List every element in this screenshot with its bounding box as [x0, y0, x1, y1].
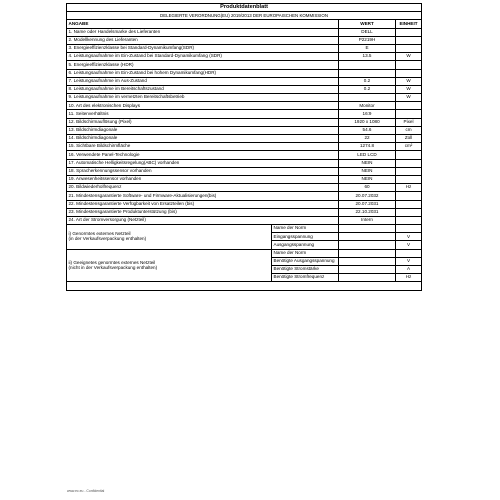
row-unit	[396, 216, 422, 224]
row-unit	[396, 28, 422, 36]
row-unit: W	[396, 77, 422, 85]
row-value: Monitor	[339, 102, 396, 110]
psu-block-line2: (in der Verkaufsverpackung enthalten)	[68, 235, 147, 241]
blank-area	[67, 282, 422, 290]
psu-subrow-value	[339, 274, 396, 282]
row-value: 54.6	[339, 126, 396, 134]
row-unit: Zoll	[396, 135, 422, 143]
row-label: 12. Bildschirmauflösung (Pixel)	[67, 118, 339, 126]
table-row	[67, 44, 422, 52]
psu-subrow-unit: V	[396, 241, 422, 249]
row-value: 22.10.2031	[339, 208, 396, 216]
table-row	[67, 61, 422, 69]
row-label: 3. Energieeffizienzklasse bei Standard-Dynamikumfang(SDR)	[67, 44, 339, 52]
row-value: 1920 x 1080	[339, 118, 396, 126]
row-value: 16:9	[339, 110, 396, 118]
psu-subrow-label: Benötigte Stromfrequenz	[272, 274, 339, 282]
table-row	[67, 143, 422, 151]
psu-block-line2: (nicht in der Verkaufsverpackung enthalten)	[68, 264, 158, 270]
table-row	[67, 151, 422, 159]
row-label: 4. Leistungsaufnahme im Ein-Zustand bei Standard-Dynamikumfang (SDR)	[67, 53, 339, 61]
row-label: 20. Bildwiederholfrequenz	[67, 184, 339, 192]
psu-subrow-label: Benötigte Stromstärke	[272, 266, 339, 274]
row-value: 60	[339, 184, 396, 192]
table-row	[67, 36, 422, 44]
psu-subrow-label: Name der Norm	[272, 225, 339, 233]
row-unit	[396, 192, 422, 200]
psu-subrow-value	[339, 249, 396, 257]
row-value: NEIN	[339, 175, 396, 183]
row-label: 21. Mindestensgarantierte Software- und Firmware-Aktualisierungen(bis)	[67, 192, 339, 200]
row-value: DELL	[339, 28, 396, 36]
table-row	[67, 208, 422, 216]
row-label: 16. Verwendete Panel-Technologie	[67, 151, 339, 159]
row-value: 22	[339, 135, 396, 143]
row-unit	[396, 61, 422, 69]
header-label: ANGABE	[67, 20, 339, 28]
psu-subrow-unit	[396, 225, 422, 233]
psu-subrow-value	[339, 233, 396, 241]
product-data-sheet	[66, 3, 423, 489]
header-value: WERT	[339, 20, 396, 28]
psu-block-line1: ii) Geeignetes genormtes externes Netzteil	[68, 259, 156, 265]
row-label: 14. Bildschirmdiagonale	[67, 135, 339, 143]
row-unit	[396, 208, 422, 216]
psu-subrow-value	[339, 225, 396, 233]
row-unit	[396, 175, 422, 183]
row-value: 0.2	[339, 85, 396, 93]
row-label: 1. Name oder Handelsmarke des Lieferanten	[67, 28, 339, 36]
footer-note: www.ec.eu - Confidential	[67, 489, 105, 493]
row-value: 20.07.2031	[339, 200, 396, 208]
psu-subrow-label: Name der Norm	[272, 249, 339, 257]
row-value: 0.2	[339, 77, 396, 85]
row-label: 13. Bildschirmdiagonale	[67, 126, 339, 134]
row-unit: W	[396, 85, 422, 93]
row-unit: W	[396, 94, 422, 102]
table-row	[67, 69, 422, 77]
row-label: 9. Leistungsaufnahme im vernetzten Bereitschaftsbetrieb	[67, 94, 339, 102]
row-value	[339, 61, 396, 69]
table-row	[67, 85, 422, 93]
table-row	[67, 118, 422, 126]
psu-block-label	[67, 225, 272, 250]
table-row	[67, 110, 422, 118]
row-label: 22. Mindestensgarantierte Verfügbarkeit von Ersatzteilen (bis)	[67, 200, 339, 208]
psu-subrow-unit	[396, 249, 422, 257]
row-unit	[396, 167, 422, 175]
row-label: 24. Art der Stromversorgung (Netzteil)	[67, 216, 339, 224]
row-label: 15. Sichtbare Bildschirmfläche	[67, 143, 339, 151]
row-label: 2. Modellkennung des Lieferanten	[67, 36, 339, 44]
table-row	[67, 184, 422, 192]
table-row	[67, 192, 422, 200]
row-label: 8. Leistungsaufnahme im Bereitschaftszustand	[67, 85, 339, 93]
row-value	[339, 94, 396, 102]
psu-block-line1: i) Genormtes externes Netzteil	[68, 231, 131, 237]
table-row	[67, 175, 422, 183]
psu-subrow-label: Ausgangsspannung	[272, 241, 339, 249]
table-row	[67, 94, 422, 102]
psu-subrow-value	[339, 241, 396, 249]
row-label: 19. Anwesenheitssensor vorhanden	[67, 175, 339, 183]
table-row	[67, 102, 422, 110]
table-row	[67, 167, 422, 175]
row-value	[339, 69, 396, 77]
regulation-subtitle: DELEGIERTE VERORDNUNG(EU) 2019/2013 DER EUROPAISCHEN KOMMISSION	[67, 12, 422, 20]
row-unit	[396, 200, 422, 208]
row-value: P2219H	[339, 36, 396, 44]
row-label: 6. Leistungsaufnahme im Ein-Zustand bei hohem Dynamikumfang(HDR)	[67, 69, 339, 77]
row-unit	[396, 102, 422, 110]
row-unit: Pixel	[396, 118, 422, 126]
table-row	[67, 28, 422, 36]
psu-subrow-unit: V	[396, 257, 422, 265]
row-label: 10. Art des elektronischen Displays	[67, 102, 339, 110]
table-row	[67, 126, 422, 134]
blank-cell	[67, 282, 422, 290]
row-value: NEIN	[339, 159, 396, 167]
header-row	[67, 20, 422, 28]
psu-block-label	[67, 249, 272, 282]
table-row	[67, 135, 422, 143]
row-value: E	[339, 44, 396, 52]
row-unit	[396, 151, 422, 159]
row-unit	[396, 159, 422, 167]
row-unit	[396, 36, 422, 44]
row-value: 13.5	[339, 53, 396, 61]
table-row	[67, 216, 422, 224]
psu-subrow-value	[339, 257, 396, 265]
data-table	[66, 3, 422, 291]
row-label: 23. Mindestensgarantierte Produktunterstützung (bis)	[67, 208, 339, 216]
row-unit: Hz	[396, 184, 422, 192]
row-label: 7. Leistungsaufnahme im Aus-Zustand	[67, 77, 339, 85]
header-unit: EINHEIT	[396, 20, 422, 28]
row-label: 5. Energieeffizienzklasse (HDR)	[67, 61, 339, 69]
psu-subrow-unit: V	[396, 233, 422, 241]
psu-subrow-label: Benötigte Ausgangsspannung	[272, 257, 339, 265]
row-label: 18. Spracherkennungssensor vorhanden	[67, 167, 339, 175]
row-unit	[396, 69, 422, 77]
row-unit: cm	[396, 126, 422, 134]
row-value: 1274.8	[339, 143, 396, 151]
row-value: LED LCD	[339, 151, 396, 159]
table-row	[67, 53, 422, 61]
sheet-title: Produktdatenblatt	[67, 4, 422, 12]
table-row	[67, 200, 422, 208]
row-unit: cm²	[396, 143, 422, 151]
table-row	[67, 77, 422, 85]
psu-subrow-label: Eingangsspannung	[272, 233, 339, 241]
psu-subrow	[67, 249, 422, 257]
row-value: NEIN	[339, 167, 396, 175]
row-value: Intern	[339, 216, 396, 224]
row-value: 20.07.2032	[339, 192, 396, 200]
psu-subrow-unit: Hz	[396, 274, 422, 282]
row-label: 11. Seitenverhältnis	[67, 110, 339, 118]
psu-subrow-value	[339, 266, 396, 274]
row-unit: W	[396, 53, 422, 61]
row-unit	[396, 44, 422, 52]
row-unit	[396, 110, 422, 118]
psu-subrow-unit: A	[396, 266, 422, 274]
row-label: 17. Automatische Helligkeitsregelung(ABC) vorhanden	[67, 159, 339, 167]
psu-subrow	[67, 225, 422, 233]
table-row	[67, 159, 422, 167]
